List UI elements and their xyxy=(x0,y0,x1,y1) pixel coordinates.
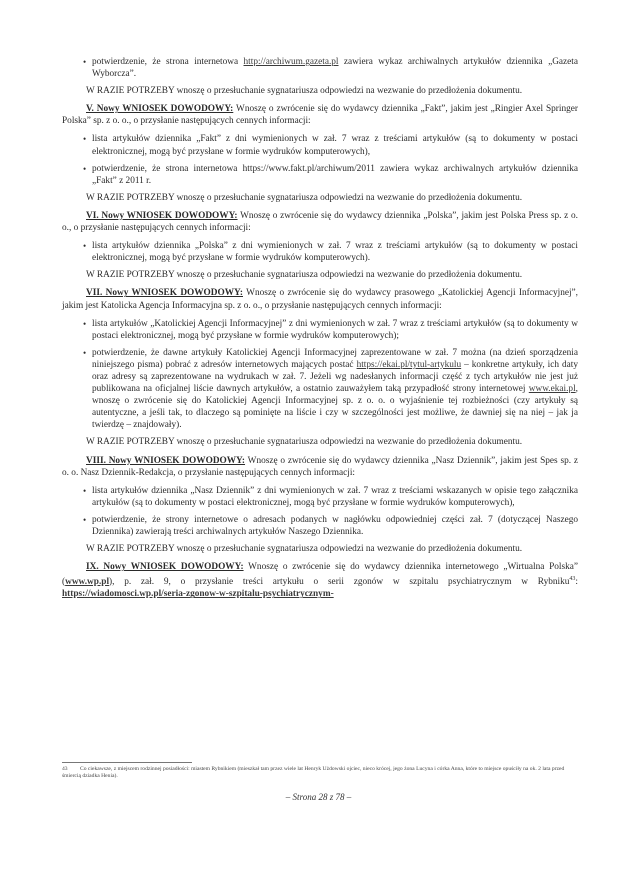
hyperlink[interactable]: www.wp.pl xyxy=(65,577,110,588)
list-item xyxy=(62,318,578,342)
evidence-request xyxy=(62,455,578,479)
footnote xyxy=(62,766,578,780)
list-item xyxy=(62,485,578,509)
text-run: lista artykułów dziennika „Nasz Dziennik” z dni wymienionych w zał. 7 wraz z treściami wskazanych w opisie tego załącznika artykułów (są to dokumenty w postaci elektronicznej, mogą być przysłane w formie wydruków komputerowych), xyxy=(92,485,578,508)
hyperlink[interactable]: www.ekai.pl xyxy=(528,384,576,395)
bullet-icon: • xyxy=(83,514,87,525)
paragraph xyxy=(62,85,578,97)
text-run: W RAZIE POTRZEBY wnoszę o przesłuchanie sygnatariusza odpowiedzi na wezwanie do przedłożenia dokumentu. xyxy=(86,270,523,281)
evidence-request xyxy=(62,561,578,600)
text-run: W RAZIE POTRZEBY wnoszę o przesłuchanie sygnatariusza odpowiedzi na wezwanie do przedłożenia dokumentu. xyxy=(86,86,523,97)
bullet-icon: • xyxy=(83,347,87,358)
text-run: lista artykułów „Katolickiej Agencji Informacyjnej” z dni wymienionych w zał. 7 wraz z treściami artykułów (są to dokumenty w postaci elektronicznej, mogą być przysłane w formie wydruków komputerowych); xyxy=(92,318,578,341)
text-run: potwierdzenie, że strona internetowa xyxy=(92,57,244,67)
text-run: : xyxy=(575,577,578,588)
evidence-request xyxy=(62,210,578,234)
footnote-number: 43 xyxy=(62,766,68,772)
text-run: Wnoszę o zwrócenie się do wydawcy prasowego „Katolickiej Agencji Informacyjnej”, jakim jest Katolicka Agencja Informacyjna sp. z o. o., o przysłanie następujących cennych informacji: xyxy=(62,288,578,311)
bullet-icon: • xyxy=(83,134,87,145)
text-run: – konkretne artykuły, ich daty oraz adresy są zaprezentowane na wydrukach w zał. 7. Jeżeli wg nadesłanych informacji część z tych artykułów nie jest już publikowana na oficjalnej liście dawnych artykułów, a ostatnio zauważyłem taką przypadłość strony internetowej xyxy=(92,359,579,395)
paragraph xyxy=(62,192,578,204)
text-run: W RAZIE POTRZEBY wnoszę o przesłuchanie sygnatariusza odpowiedzi na wezwanie do przedłożenia dokumentu. xyxy=(86,437,523,448)
bullet-icon: • xyxy=(83,485,87,496)
bullet-icon: • xyxy=(83,163,87,174)
text-run: lista artykułów dziennika „Polska” z dni wymienionych w zał. 7 wraz z treściami artykułów (są to dokumenty w postaci elektronicznej, mogą być przysłane w formie wydruków komputerowych). xyxy=(92,241,578,264)
text-run: , wnoszę o zwrócenie się do Katolickiej Agencji Informacyjnej sp. z o. o. o wyjaśnienie tej rozbieżności (czy artykuły są autentyczne, a jeśli tak, to dlaczego są pominięte na liście i czy w szczególności jest możliwe, że dawniej się na niej – jak ja twierdzę – znajdowały). xyxy=(92,384,578,431)
section-heading: VIII. Nowy WNIOSEK DOWODOWY: xyxy=(86,455,246,466)
paragraph xyxy=(62,436,578,448)
evidence-request xyxy=(62,287,578,311)
text-run: Wnoszę o zwrócenie się do wydawcy dziennika „Nasz Dziennik”, jakim jest Spes sp. z o. o. Nasz Dziennik-Redakcja, o przysłanie następujących cennych informacji: xyxy=(62,455,579,478)
hyperlink[interactable]: https://wiadomosci.wp.pl/seria-zgonow-w-szpitalu-psychiatrycznym- xyxy=(62,589,334,600)
hyperlink[interactable]: http://archiwum.gazeta.pl xyxy=(243,57,339,67)
text-run: W RAZIE POTRZEBY wnoszę o przesłuchanie sygnatariusza odpowiedzi na wezwanie do przedłożenia dokumentu. xyxy=(86,544,523,555)
list-item xyxy=(62,514,578,538)
list-item xyxy=(62,240,578,264)
text-run: potwierdzenie, że strona internetowa https://www.fakt.pl/archiwum/2011 zawiera wykaz archiwalnych artykułów dziennika „Fakt” z 2011 r. xyxy=(92,163,578,186)
list-item xyxy=(62,163,578,187)
list-item xyxy=(62,347,578,432)
text-run: zawiera wykaz archiwalnych artykułów dziennika „Gazeta Wyborcza”. xyxy=(92,57,578,80)
text-run: W RAZIE POTRZEBY wnoszę o przesłuchanie sygnatariusza odpowiedzi na wezwanie do przedłożenia dokumentu. xyxy=(86,192,523,203)
bullet-icon: • xyxy=(83,241,87,252)
list-item xyxy=(62,133,578,157)
section-heading: V. Nowy WNIOSEK DOWODOWY: xyxy=(86,104,234,115)
bullet-icon: • xyxy=(83,318,87,329)
text-run: ), p. zał. 9, o przysłanie treści artykułu o serii zgonów w szpitalu psychiatrycznym w Rybniku xyxy=(109,577,570,588)
footnote-ref: 43 xyxy=(569,576,576,583)
paragraph xyxy=(62,269,578,281)
text-run: potwierdzenie, że dawne artykuły Katolickiej Agencji Informacyjnej zaprezentowane w zał. 7 można (na dzień sporządzenia niniejszego pisma) pobrać z adresów internetowych mających postać xyxy=(92,347,578,370)
section-heading: VI. Nowy WNIOSEK DOWODOWY: xyxy=(86,210,238,221)
list-item xyxy=(62,56,578,80)
text-run: Wnoszę o zwrócenie się do wydawcy dziennika internetowego „Wirtualna Polska” ( xyxy=(62,562,578,588)
text-run: Wnoszę o zwrócenie się do wydawcy dziennika „Fakt”, jakim jest „Ringier Axel Springer Polska” sp. z o. o., o przysłanie następujących cennych informacji: xyxy=(62,104,579,127)
section-heading: VII. Nowy WNIOSEK DOWODOWY: xyxy=(86,288,243,299)
page-number: – Strona 28 z 78 – xyxy=(285,792,352,802)
paragraph xyxy=(62,543,578,555)
footnote-text: Co ciekawsze, z miejscem rodzinnej posiadłości: miastem Rybnikiem (mieszkał tam przez wiele lat Henryk Użdowski ojciec, nieco krócej, jego żona Lucyna i córka Anna, które to miejsce opuściły na ok. 2 lata przed śmiercią dziadka Henia). xyxy=(62,766,565,780)
text-run: potwierdzenie, że strony internetowe o adresach podanych w nagłówku odpowiedniej części zał. 7 (dotyczącej Naszego Dziennika) zawierają treści archiwalnych artykułów Naszego Dziennika. xyxy=(92,514,578,537)
footnote-divider xyxy=(62,762,192,763)
text-run: lista artykułów dziennika „Fakt” z dni wymienionych w zał. 7 wraz z treściami artykułów (są to dokumenty w postaci elektronicznej, mogą być przysłane w formie wydruków komputerowych), xyxy=(92,134,578,157)
text-run: Wnoszę o zwrócenie się do wydawcy dziennika „Polska”, jakim jest Polska Press sp. z o. o., o przysłanie następujących cennych informacji: xyxy=(62,210,578,234)
hyperlink[interactable]: https://ekai.pl/tytul-artykulu xyxy=(356,359,462,370)
section-heading: IX. Nowy WNIOSEK DOWODOWY: xyxy=(86,562,244,573)
bullet-icon: • xyxy=(83,57,87,67)
document-body xyxy=(62,56,578,607)
evidence-request xyxy=(62,103,578,127)
